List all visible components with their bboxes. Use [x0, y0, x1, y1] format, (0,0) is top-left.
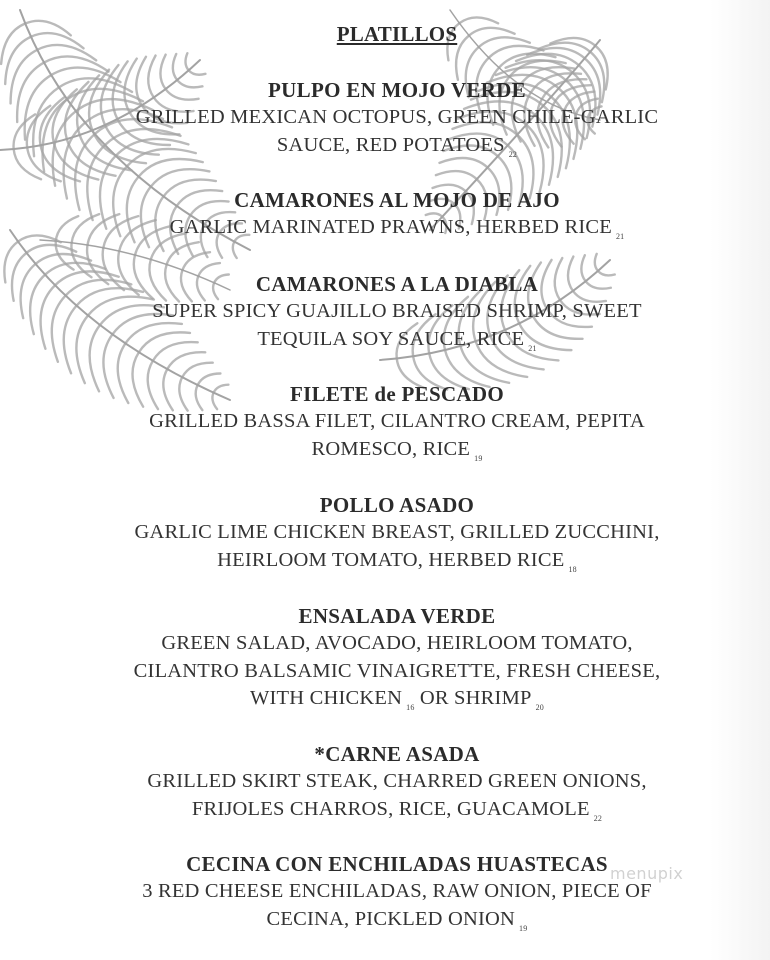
item-price: 16	[406, 703, 415, 712]
item-description: GRILLED MEXICAN OCTOPUS, GREEN CHILE-GARLIC	[135, 106, 659, 128]
item-description: GRILLED BASSA FILET, CILANTRO CREAM, PEPITA	[149, 410, 645, 432]
item-description: ROMESCO, RICE	[311, 437, 471, 460]
menu-item-filete	[0, 381, 770, 472]
item-name: CAMARONES AL MOJO DE AJO	[234, 188, 560, 212]
item-price: 19	[519, 923, 528, 933]
menu-item-camarones-ajo	[0, 187, 770, 251]
item-name: ENSALADA VERDE	[298, 604, 496, 628]
menu-item-pollo	[0, 492, 770, 583]
item-description: TEQUILA SOY SAUCE, RICE	[257, 327, 525, 350]
item-price: 22	[508, 149, 518, 159]
item-description: CECINA, PICKLED ONION	[266, 907, 516, 930]
item-description: GRILLED SKIRT STEAK, CHARRED GREEN ONIONS,	[147, 770, 647, 792]
item-name: POLLO ASADO	[319, 493, 475, 517]
item-name: PULPO EN MOJO VERDE	[268, 78, 526, 102]
item-price: 21	[528, 343, 537, 353]
item-description: CILANTRO BALSAMIC VINAIGRETTE, FRESH CHEESE,	[133, 659, 661, 682]
item-price: 19	[474, 453, 483, 463]
item-description: GARLIC LIME CHICKEN BREAST, GRILLED ZUCCHINI,	[134, 521, 660, 543]
item-description: HEIRLOOM TOMATO, HERBED RICE	[217, 548, 565, 571]
item-description: FRIJOLES CHARROS, RICE, GUACAMOLE	[191, 797, 590, 820]
item-description: OR SHRIMP	[419, 687, 532, 709]
menu-item-camarones-diabla	[0, 271, 770, 362]
item-price: 18	[568, 564, 577, 574]
item-description: GARLIC MARINATED PRAWNS, HERBED RICE	[169, 216, 612, 238]
item-price: 21	[615, 232, 625, 241]
item-description: SAUCE, RED POTATOES	[276, 133, 505, 156]
item-price: 22	[593, 813, 603, 823]
menu-item-carne-asada	[0, 741, 770, 832]
item-name: FILETE de PESCADO	[290, 382, 504, 406]
item-name: CAMARONES A LA DIABLA	[255, 272, 539, 296]
menu-item-pulpo	[0, 77, 770, 168]
item-name: *CARNE ASADA	[314, 742, 480, 766]
menu-item-ensalada	[0, 603, 770, 722]
item-description: WITH CHICKEN	[249, 687, 403, 709]
item-description: GREEN SALAD, AVOCADO, HEIRLOOM TOMATO,	[161, 632, 633, 654]
watermark: menupix	[610, 864, 684, 883]
item-name: CECINA CON ENCHILADAS HUASTECAS	[186, 852, 608, 876]
item-price: 20	[535, 703, 545, 712]
section-title: PLATILLOS	[336, 22, 458, 46]
item-description: SUPER SPICY GUAJILLO BRAISED SHRIMP, SWEET	[152, 300, 642, 322]
item-description: 3 RED CHEESE ENCHILADAS, RAW ONION, PIECE OF	[142, 880, 652, 902]
